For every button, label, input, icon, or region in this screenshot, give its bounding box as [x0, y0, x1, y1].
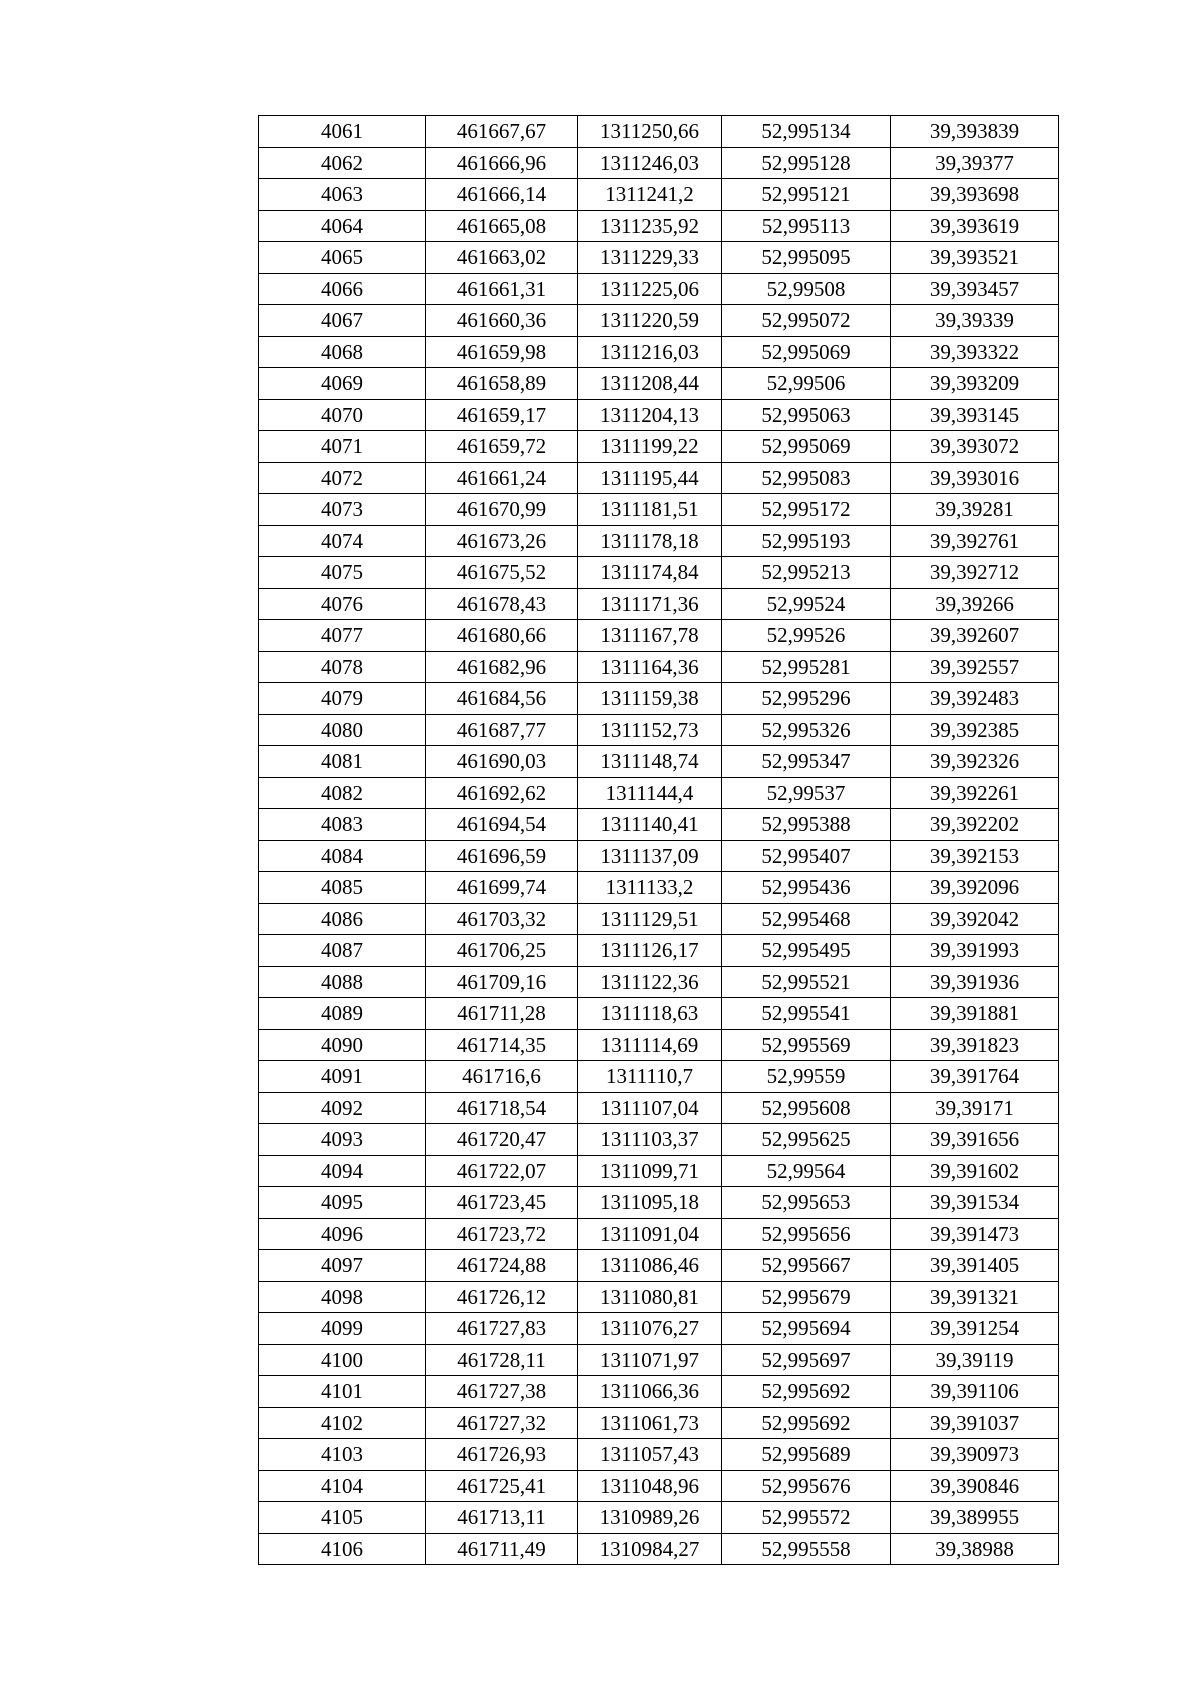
latitude-cell: 52,99506: [722, 368, 891, 400]
latitude-cell: 52,995676: [722, 1470, 891, 1502]
longitude-cell: 39,393072: [891, 431, 1059, 463]
longitude-cell: 39,391534: [891, 1187, 1059, 1219]
point-number-cell: 4081: [259, 746, 426, 778]
y-coordinate-cell: 1311174,84: [578, 557, 722, 589]
longitude-cell: 39,39266: [891, 588, 1059, 620]
longitude-cell: 39,392202: [891, 809, 1059, 841]
table-row: [259, 966, 1059, 998]
y-coordinate-cell: 1311071,97: [578, 1344, 722, 1376]
point-number-cell: 4061: [259, 116, 426, 148]
table-row: [259, 903, 1059, 935]
longitude-cell: 39,391881: [891, 998, 1059, 1030]
latitude-cell: 52,995095: [722, 242, 891, 274]
table-row: [259, 1344, 1059, 1376]
table-row: [259, 620, 1059, 652]
table-row: [259, 305, 1059, 337]
x-coordinate-cell: 461666,14: [426, 179, 578, 211]
table-row: [259, 368, 1059, 400]
longitude-cell: 39,391993: [891, 935, 1059, 967]
table-row: [259, 1155, 1059, 1187]
x-coordinate-cell: 461711,49: [426, 1533, 578, 1565]
longitude-cell: 39,391321: [891, 1281, 1059, 1313]
point-number-cell: 4103: [259, 1439, 426, 1471]
point-number-cell: 4092: [259, 1092, 426, 1124]
y-coordinate-cell: 1311235,92: [578, 210, 722, 242]
latitude-cell: 52,995667: [722, 1250, 891, 1282]
x-coordinate-cell: 461724,88: [426, 1250, 578, 1282]
latitude-cell: 52,995388: [722, 809, 891, 841]
point-number-cell: 4089: [259, 998, 426, 1030]
table-row: [259, 273, 1059, 305]
table-row: [259, 683, 1059, 715]
table-row: [259, 525, 1059, 557]
y-coordinate-cell: 1311076,27: [578, 1313, 722, 1345]
y-coordinate-cell: 1311171,36: [578, 588, 722, 620]
x-coordinate-cell: 461725,41: [426, 1470, 578, 1502]
x-coordinate-cell: 461727,32: [426, 1407, 578, 1439]
x-coordinate-cell: 461659,98: [426, 336, 578, 368]
table-row: [259, 116, 1059, 148]
y-coordinate-cell: 1311091,04: [578, 1218, 722, 1250]
longitude-cell: 39,391936: [891, 966, 1059, 998]
latitude-cell: 52,995521: [722, 966, 891, 998]
point-number-cell: 4068: [259, 336, 426, 368]
longitude-cell: 39,391473: [891, 1218, 1059, 1250]
latitude-cell: 52,995072: [722, 305, 891, 337]
latitude-cell: 52,995281: [722, 651, 891, 683]
x-coordinate-cell: 461687,77: [426, 714, 578, 746]
y-coordinate-cell: 1311137,09: [578, 840, 722, 872]
point-number-cell: 4087: [259, 935, 426, 967]
table-row: [259, 210, 1059, 242]
longitude-cell: 39,391764: [891, 1061, 1059, 1093]
y-coordinate-cell: 1311195,44: [578, 462, 722, 494]
table-row: [259, 714, 1059, 746]
latitude-cell: 52,995407: [722, 840, 891, 872]
y-coordinate-cell: 1311178,18: [578, 525, 722, 557]
latitude-cell: 52,995689: [722, 1439, 891, 1471]
latitude-cell: 52,995558: [722, 1533, 891, 1565]
point-number-cell: 4101: [259, 1376, 426, 1408]
x-coordinate-cell: 461706,25: [426, 935, 578, 967]
latitude-cell: 52,99564: [722, 1155, 891, 1187]
point-number-cell: 4073: [259, 494, 426, 526]
x-coordinate-cell: 461670,99: [426, 494, 578, 526]
latitude-cell: 52,995694: [722, 1313, 891, 1345]
latitude-cell: 52,995692: [722, 1407, 891, 1439]
point-number-cell: 4066: [259, 273, 426, 305]
x-coordinate-cell: 461678,43: [426, 588, 578, 620]
longitude-cell: 39,393209: [891, 368, 1059, 400]
x-coordinate-cell: 461726,12: [426, 1281, 578, 1313]
point-number-cell: 4084: [259, 840, 426, 872]
y-coordinate-cell: 1311199,22: [578, 431, 722, 463]
y-coordinate-cell: 1311126,17: [578, 935, 722, 967]
x-coordinate-cell: 461727,83: [426, 1313, 578, 1345]
point-number-cell: 4090: [259, 1029, 426, 1061]
x-coordinate-cell: 461713,11: [426, 1502, 578, 1534]
y-coordinate-cell: 1311250,66: [578, 116, 722, 148]
longitude-cell: 39,391037: [891, 1407, 1059, 1439]
x-coordinate-cell: 461661,24: [426, 462, 578, 494]
point-number-cell: 4069: [259, 368, 426, 400]
table-row: [259, 147, 1059, 179]
longitude-cell: 39,392096: [891, 872, 1059, 904]
longitude-cell: 39,393619: [891, 210, 1059, 242]
x-coordinate-cell: 461659,72: [426, 431, 578, 463]
y-coordinate-cell: 1311140,41: [578, 809, 722, 841]
table-row: [259, 399, 1059, 431]
latitude-cell: 52,995495: [722, 935, 891, 967]
table-row: [259, 1439, 1059, 1471]
table-row: [259, 557, 1059, 589]
table-row: [259, 809, 1059, 841]
point-number-cell: 4104: [259, 1470, 426, 1502]
point-number-cell: 4088: [259, 966, 426, 998]
latitude-cell: 52,995697: [722, 1344, 891, 1376]
longitude-cell: 39,389955: [891, 1502, 1059, 1534]
x-coordinate-cell: 461659,17: [426, 399, 578, 431]
table-row: [259, 1533, 1059, 1565]
y-coordinate-cell: 1311216,03: [578, 336, 722, 368]
y-coordinate-cell: 1311086,46: [578, 1250, 722, 1282]
y-coordinate-cell: 1311095,18: [578, 1187, 722, 1219]
latitude-cell: 52,995468: [722, 903, 891, 935]
point-number-cell: 4106: [259, 1533, 426, 1565]
point-number-cell: 4094: [259, 1155, 426, 1187]
x-coordinate-cell: 461658,89: [426, 368, 578, 400]
longitude-cell: 39,39171: [891, 1092, 1059, 1124]
point-number-cell: 4071: [259, 431, 426, 463]
x-coordinate-cell: 461727,38: [426, 1376, 578, 1408]
latitude-cell: 52,995653: [722, 1187, 891, 1219]
longitude-cell: 39,392712: [891, 557, 1059, 589]
x-coordinate-cell: 461714,35: [426, 1029, 578, 1061]
table-row: [259, 1470, 1059, 1502]
longitude-cell: 39,390973: [891, 1439, 1059, 1471]
x-coordinate-cell: 461680,66: [426, 620, 578, 652]
longitude-cell: 39,391656: [891, 1124, 1059, 1156]
point-number-cell: 4096: [259, 1218, 426, 1250]
y-coordinate-cell: 1311220,59: [578, 305, 722, 337]
x-coordinate-cell: 461692,62: [426, 777, 578, 809]
longitude-cell: 39,392153: [891, 840, 1059, 872]
x-coordinate-cell: 461673,26: [426, 525, 578, 557]
longitude-cell: 39,392042: [891, 903, 1059, 935]
point-number-cell: 4091: [259, 1061, 426, 1093]
point-number-cell: 4080: [259, 714, 426, 746]
x-coordinate-cell: 461723,72: [426, 1218, 578, 1250]
point-number-cell: 4075: [259, 557, 426, 589]
y-coordinate-cell: 1311229,33: [578, 242, 722, 274]
latitude-cell: 52,995326: [722, 714, 891, 746]
table-row: [259, 1092, 1059, 1124]
x-coordinate-cell: 461690,03: [426, 746, 578, 778]
x-coordinate-cell: 461711,28: [426, 998, 578, 1030]
y-coordinate-cell: 1311144,4: [578, 777, 722, 809]
x-coordinate-cell: 461665,08: [426, 210, 578, 242]
latitude-cell: 52,995656: [722, 1218, 891, 1250]
y-coordinate-cell: 1311057,43: [578, 1439, 722, 1471]
y-coordinate-cell: 1311110,7: [578, 1061, 722, 1093]
longitude-cell: 39,391254: [891, 1313, 1059, 1345]
y-coordinate-cell: 1311246,03: [578, 147, 722, 179]
longitude-cell: 39,393521: [891, 242, 1059, 274]
longitude-cell: 39,392557: [891, 651, 1059, 683]
point-number-cell: 4065: [259, 242, 426, 274]
x-coordinate-cell: 461722,07: [426, 1155, 578, 1187]
longitude-cell: 39,393839: [891, 116, 1059, 148]
y-coordinate-cell: 1311118,63: [578, 998, 722, 1030]
point-number-cell: 4100: [259, 1344, 426, 1376]
table-row: [259, 998, 1059, 1030]
y-coordinate-cell: 1311148,74: [578, 746, 722, 778]
longitude-cell: 39,392761: [891, 525, 1059, 557]
x-coordinate-cell: 461723,45: [426, 1187, 578, 1219]
table-row: [259, 1407, 1059, 1439]
x-coordinate-cell: 461660,36: [426, 305, 578, 337]
longitude-cell: 39,38988: [891, 1533, 1059, 1565]
latitude-cell: 52,995134: [722, 116, 891, 148]
x-coordinate-cell: 461661,31: [426, 273, 578, 305]
y-coordinate-cell: 1311152,73: [578, 714, 722, 746]
y-coordinate-cell: 1311181,51: [578, 494, 722, 526]
latitude-cell: 52,995347: [722, 746, 891, 778]
latitude-cell: 52,995063: [722, 399, 891, 431]
table-row: [259, 1187, 1059, 1219]
point-number-cell: 4093: [259, 1124, 426, 1156]
point-number-cell: 4098: [259, 1281, 426, 1313]
x-coordinate-cell: 461684,56: [426, 683, 578, 715]
longitude-cell: 39,392483: [891, 683, 1059, 715]
point-number-cell: 4102: [259, 1407, 426, 1439]
point-number-cell: 4062: [259, 147, 426, 179]
y-coordinate-cell: 1311066,36: [578, 1376, 722, 1408]
y-coordinate-cell: 1311208,44: [578, 368, 722, 400]
table-row: [259, 1376, 1059, 1408]
y-coordinate-cell: 1310989,26: [578, 1502, 722, 1534]
longitude-cell: 39,39281: [891, 494, 1059, 526]
y-coordinate-cell: 1311061,73: [578, 1407, 722, 1439]
table-row: [259, 1502, 1059, 1534]
x-coordinate-cell: 461696,59: [426, 840, 578, 872]
point-number-cell: 4079: [259, 683, 426, 715]
y-coordinate-cell: 1311114,69: [578, 1029, 722, 1061]
longitude-cell: 39,391405: [891, 1250, 1059, 1282]
point-number-cell: 4078: [259, 651, 426, 683]
x-coordinate-cell: 461663,02: [426, 242, 578, 274]
x-coordinate-cell: 461720,47: [426, 1124, 578, 1156]
table-row: [259, 872, 1059, 904]
coordinates-table-body: [259, 116, 1059, 1565]
x-coordinate-cell: 461703,32: [426, 903, 578, 935]
table-row: [259, 1029, 1059, 1061]
point-number-cell: 4099: [259, 1313, 426, 1345]
x-coordinate-cell: 461718,54: [426, 1092, 578, 1124]
point-number-cell: 4063: [259, 179, 426, 211]
x-coordinate-cell: 461709,16: [426, 966, 578, 998]
latitude-cell: 52,995121: [722, 179, 891, 211]
longitude-cell: 39,390846: [891, 1470, 1059, 1502]
table-row: [259, 462, 1059, 494]
x-coordinate-cell: 461675,52: [426, 557, 578, 589]
y-coordinate-cell: 1311099,71: [578, 1155, 722, 1187]
x-coordinate-cell: 461666,96: [426, 147, 578, 179]
y-coordinate-cell: 1311107,04: [578, 1092, 722, 1124]
point-number-cell: 4074: [259, 525, 426, 557]
y-coordinate-cell: 1311103,37: [578, 1124, 722, 1156]
longitude-cell: 39,391106: [891, 1376, 1059, 1408]
table-row: [259, 588, 1059, 620]
table-row: [259, 1250, 1059, 1282]
table-row: [259, 746, 1059, 778]
latitude-cell: 52,99559: [722, 1061, 891, 1093]
longitude-cell: 39,393322: [891, 336, 1059, 368]
y-coordinate-cell: 1311225,06: [578, 273, 722, 305]
longitude-cell: 39,392385: [891, 714, 1059, 746]
latitude-cell: 52,995572: [722, 1502, 891, 1534]
latitude-cell: 52,995213: [722, 557, 891, 589]
table-row: [259, 840, 1059, 872]
latitude-cell: 52,99537: [722, 777, 891, 809]
point-number-cell: 4067: [259, 305, 426, 337]
latitude-cell: 52,99526: [722, 620, 891, 652]
latitude-cell: 52,995541: [722, 998, 891, 1030]
y-coordinate-cell: 1311080,81: [578, 1281, 722, 1313]
coordinates-table: [258, 115, 1059, 1565]
latitude-cell: 52,995625: [722, 1124, 891, 1156]
y-coordinate-cell: 1311122,36: [578, 966, 722, 998]
y-coordinate-cell: 1311204,13: [578, 399, 722, 431]
longitude-cell: 39,393457: [891, 273, 1059, 305]
point-number-cell: 4076: [259, 588, 426, 620]
table-row: [259, 777, 1059, 809]
point-number-cell: 4097: [259, 1250, 426, 1282]
y-coordinate-cell: 1311133,2: [578, 872, 722, 904]
point-number-cell: 4070: [259, 399, 426, 431]
point-number-cell: 4086: [259, 903, 426, 935]
table-row: [259, 494, 1059, 526]
x-coordinate-cell: 461694,54: [426, 809, 578, 841]
table-row: [259, 1218, 1059, 1250]
table-row: [259, 431, 1059, 463]
longitude-cell: 39,391602: [891, 1155, 1059, 1187]
x-coordinate-cell: 461667,67: [426, 116, 578, 148]
x-coordinate-cell: 461699,74: [426, 872, 578, 904]
y-coordinate-cell: 1311159,38: [578, 683, 722, 715]
y-coordinate-cell: 1311129,51: [578, 903, 722, 935]
y-coordinate-cell: 1311167,78: [578, 620, 722, 652]
longitude-cell: 39,391823: [891, 1029, 1059, 1061]
table-row: [259, 651, 1059, 683]
x-coordinate-cell: 461716,6: [426, 1061, 578, 1093]
longitude-cell: 39,393145: [891, 399, 1059, 431]
table-row: [259, 935, 1059, 967]
table-row: [259, 242, 1059, 274]
point-number-cell: 4095: [259, 1187, 426, 1219]
point-number-cell: 4082: [259, 777, 426, 809]
latitude-cell: 52,99524: [722, 588, 891, 620]
longitude-cell: 39,392607: [891, 620, 1059, 652]
latitude-cell: 52,995608: [722, 1092, 891, 1124]
point-number-cell: 4064: [259, 210, 426, 242]
latitude-cell: 52,99508: [722, 273, 891, 305]
longitude-cell: 39,39119: [891, 1344, 1059, 1376]
latitude-cell: 52,995436: [722, 872, 891, 904]
latitude-cell: 52,995569: [722, 1029, 891, 1061]
latitude-cell: 52,995113: [722, 210, 891, 242]
table-row: [259, 1124, 1059, 1156]
x-coordinate-cell: 461682,96: [426, 651, 578, 683]
longitude-cell: 39,393698: [891, 179, 1059, 211]
longitude-cell: 39,392326: [891, 746, 1059, 778]
latitude-cell: 52,995069: [722, 431, 891, 463]
point-number-cell: 4072: [259, 462, 426, 494]
point-number-cell: 4105: [259, 1502, 426, 1534]
latitude-cell: 52,995069: [722, 336, 891, 368]
latitude-cell: 52,995083: [722, 462, 891, 494]
latitude-cell: 52,995128: [722, 147, 891, 179]
latitude-cell: 52,995172: [722, 494, 891, 526]
longitude-cell: 39,392261: [891, 777, 1059, 809]
latitude-cell: 52,995679: [722, 1281, 891, 1313]
point-number-cell: 4083: [259, 809, 426, 841]
latitude-cell: 52,995692: [722, 1376, 891, 1408]
x-coordinate-cell: 461726,93: [426, 1439, 578, 1471]
longitude-cell: 39,393016: [891, 462, 1059, 494]
table-row: [259, 179, 1059, 211]
longitude-cell: 39,39339: [891, 305, 1059, 337]
longitude-cell: 39,39377: [891, 147, 1059, 179]
table-row: [259, 1061, 1059, 1093]
latitude-cell: 52,995193: [722, 525, 891, 557]
table-row: [259, 1281, 1059, 1313]
y-coordinate-cell: 1311241,2: [578, 179, 722, 211]
latitude-cell: 52,995296: [722, 683, 891, 715]
point-number-cell: 4085: [259, 872, 426, 904]
table-row: [259, 1313, 1059, 1345]
y-coordinate-cell: 1311048,96: [578, 1470, 722, 1502]
table-row: [259, 336, 1059, 368]
point-number-cell: 4077: [259, 620, 426, 652]
y-coordinate-cell: 1310984,27: [578, 1533, 722, 1565]
y-coordinate-cell: 1311164,36: [578, 651, 722, 683]
x-coordinate-cell: 461728,11: [426, 1344, 578, 1376]
